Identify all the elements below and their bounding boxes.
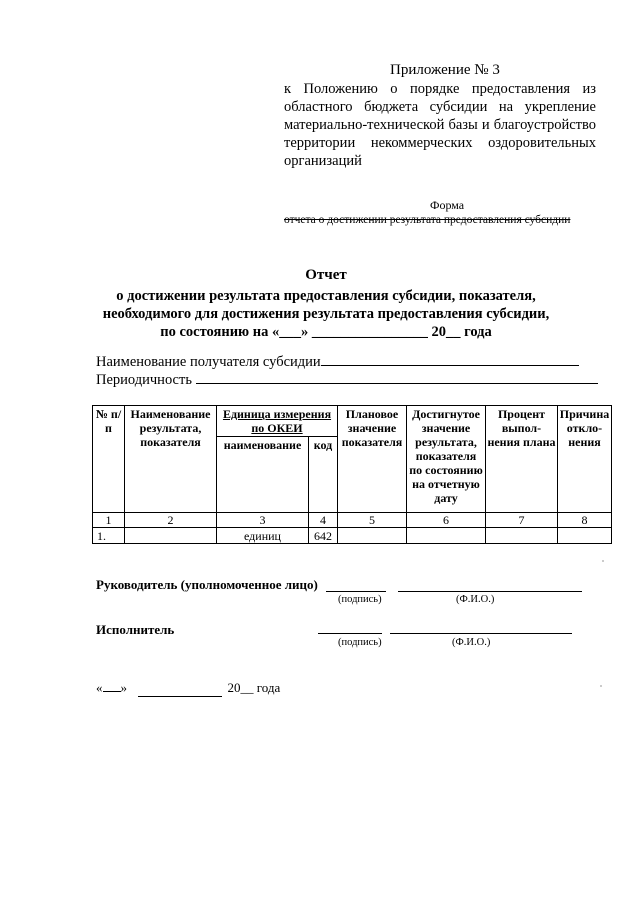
executor-signature-line[interactable] <box>318 632 382 634</box>
head-signature-line[interactable] <box>326 590 386 592</box>
recipient-field <box>96 354 579 371</box>
period-label: Периодичность <box>96 372 192 388</box>
column-number: 2 <box>125 513 217 528</box>
row-percent[interactable] <box>486 528 558 544</box>
head-signature-label: Руководитель (уполномоченное лицо) <box>96 577 318 592</box>
header-num: № п/п <box>93 406 125 513</box>
date-day-line[interactable] <box>103 691 121 692</box>
header-unit-code: код <box>309 437 338 513</box>
period-input-line[interactable] <box>196 383 598 384</box>
executor-fio-line[interactable] <box>390 632 572 634</box>
row-planned[interactable] <box>338 528 407 544</box>
executor-fio-caption: (Ф.И.О.) <box>452 637 491 648</box>
column-number: 7 <box>486 513 558 528</box>
form-subtitle: отчета о достижении результата предоставления субсидии <box>284 214 571 226</box>
header-percent: Процент выпол-нения плана <box>486 406 558 513</box>
report-title-line-3: по состоянию на «___» ________________ 20__ года <box>160 324 492 340</box>
row-reason[interactable] <box>558 528 612 544</box>
row-num: 1. <box>93 528 125 544</box>
annex-body: к Положению о порядке предоставления из областного бюджета субсидии на укрепление материально-технической базы и благоустройство территории некоммерческих оздоровительных организаций <box>284 81 596 169</box>
header-achieved: Достигнутое значение результата, показателя по состоянию на отчетную дату <box>407 406 486 513</box>
date-close-quote: » <box>120 680 127 695</box>
column-number: 8 <box>558 513 612 528</box>
header-planned: Плановое значение показателя <box>338 406 407 513</box>
header-unit-text: Единица измерения по ОКЕИ <box>222 407 332 435</box>
row-achieved[interactable] <box>407 528 486 544</box>
date-year-text: 20__ года <box>227 680 281 695</box>
scan-dot <box>602 560 604 562</box>
column-numbers-row <box>93 513 612 528</box>
report-title-line-1: о достижении результата предоставления субсидии, показателя, <box>116 288 536 304</box>
date-month-line[interactable] <box>138 680 222 697</box>
row-unit-name: единиц <box>217 528 309 544</box>
recipient-label: Наименование получателя субсидии <box>96 354 321 370</box>
executor-signature-caption: (подпись) <box>338 637 382 648</box>
date-open-quote: « <box>96 680 103 695</box>
form-label: Форма <box>430 198 465 212</box>
scan-dot <box>600 685 602 687</box>
header-reason: Причина откло-нения <box>558 406 612 513</box>
report-title: Отчет <box>305 267 347 283</box>
column-number: 5 <box>338 513 407 528</box>
header-name: Наименование результата, показателя <box>125 406 217 513</box>
column-number: 1 <box>93 513 125 528</box>
header-unit <box>217 406 338 437</box>
recipient-input-line[interactable] <box>321 365 579 366</box>
row-unit-code: 642 <box>309 528 338 544</box>
head-signature-caption: (подпись) <box>338 594 382 605</box>
header-unit-name: наименование <box>217 437 309 513</box>
annex-title: Приложение № 3 <box>390 62 500 78</box>
column-number: 6 <box>407 513 486 528</box>
report-title-line-2: необходимого для достижения результата предоставления субсидии, <box>102 306 550 322</box>
column-number: 3 <box>217 513 309 528</box>
head-fio-caption: (Ф.И.О.) <box>456 594 495 605</box>
period-field <box>96 372 598 389</box>
head-fio-line[interactable] <box>398 590 582 592</box>
date-footer <box>96 680 280 697</box>
column-number: 4 <box>309 513 338 528</box>
report-title-block <box>60 266 592 341</box>
executor-signature-label: Исполнитель <box>96 622 175 637</box>
table-row <box>93 528 612 544</box>
report-table <box>92 405 612 544</box>
row-name[interactable] <box>125 528 217 544</box>
